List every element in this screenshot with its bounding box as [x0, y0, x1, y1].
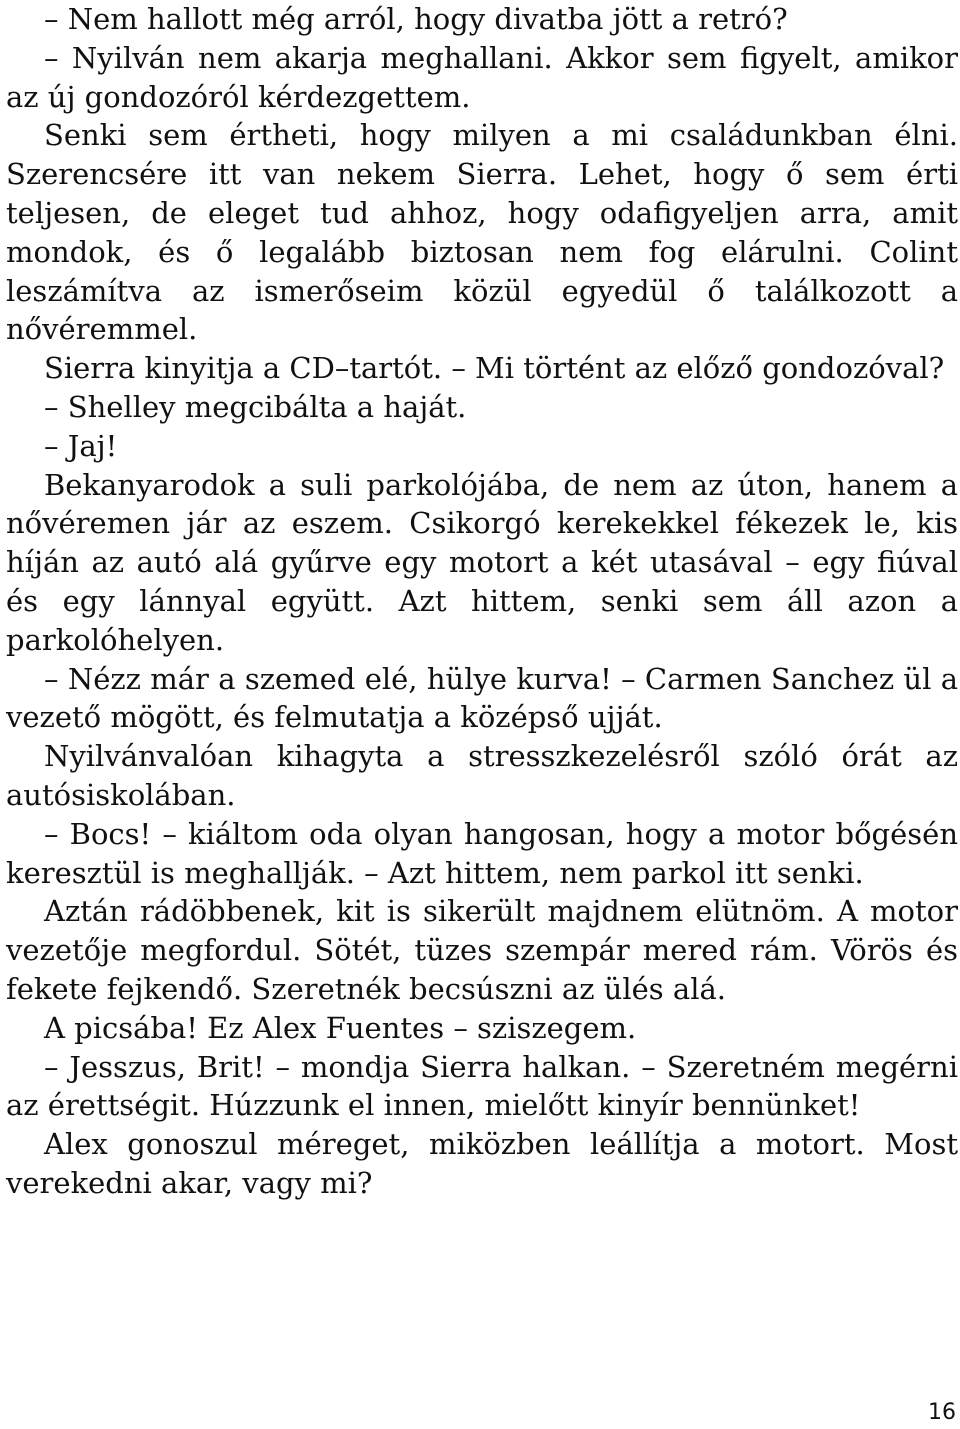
paragraph: – Jesszus, Brit! – mondja Sierra halkan. – Szeretném megérni az érettségit. Húzzunk el innen, mielőtt kinyír bennünket!	[6, 1049, 958, 1123]
paragraph: Aztán rádöbbenek, kit is sikerült majdnem elütnöm. A motor vezetője megfordul. Sötét, tüzes szempár mered rám. Vörös és fekete fejkendő. Szeretnék becsúszni az ülés alá.	[6, 894, 958, 1006]
paragraph: Alex gonoszul méreget, miközben leállítja a motort. Most verekedni akar, vagy mi?	[6, 1127, 958, 1200]
paragraph: – Nyilván nem akarja meghallani. Akkor sem figyelt, amikor az új gondozóról kérdezgettem.	[6, 40, 958, 114]
paragraph: – Nézz már a szemed elé, hülye kurva! – Carmen Sanchez ül a vezető mögött, és felmutatja a középső ujját.	[6, 661, 958, 735]
paragraph: – Shelley megcibálta a haját.	[44, 389, 467, 424]
paragraph: Senki sem értheti, hogy milyen a mi családunkban élni. Szerencsére itt van nekem Sierra. Lehet, hogy ő sem érti teljesen, de eleget tud ahhoz, hogy odafigyeljen arra, amit mondok, és ő legalább biztosan nem fog elárulni. Colint leszámítva az ismerőseim közül egyedül ő találkozott a nővéremmel.	[6, 118, 958, 347]
paragraph: – Bocs! – kiáltom oda olyan hangosan, hogy a motor bőgésén keresztül is meghallják. – Azt hittem, nem parkol itt senki.	[6, 816, 958, 890]
paragraph: – Nem hallott még arról, hogy divatba jött a retró?	[44, 2, 788, 36]
page-text	[6, 0, 958, 1203]
paragraph: A picsába! Ez Alex Fuentes – sziszegem.	[44, 1010, 637, 1045]
paragraph: Sierra kinyitja a CD–tartót. – Mi történt az előző gondozóval?	[44, 351, 945, 386]
page-number: 16	[928, 1400, 956, 1425]
paragraph: Nyilvánvalóan kihagyta a stresszkezelésről szóló órát az autósiskolában.	[6, 739, 958, 812]
paragraph: Bekanyarodok a suli parkolójába, de nem az úton, hanem a nővéremen jár az eszem. Csikorgó kerekekkel fékezek le, kis híján az autó alá gyűrve egy motort a két utasával – egy fiúval és egy lánnyal együtt. Azt hittem, senki sem áll azon a parkolóhelyen.	[6, 467, 958, 657]
paragraph: – Jaj!	[44, 428, 118, 463]
